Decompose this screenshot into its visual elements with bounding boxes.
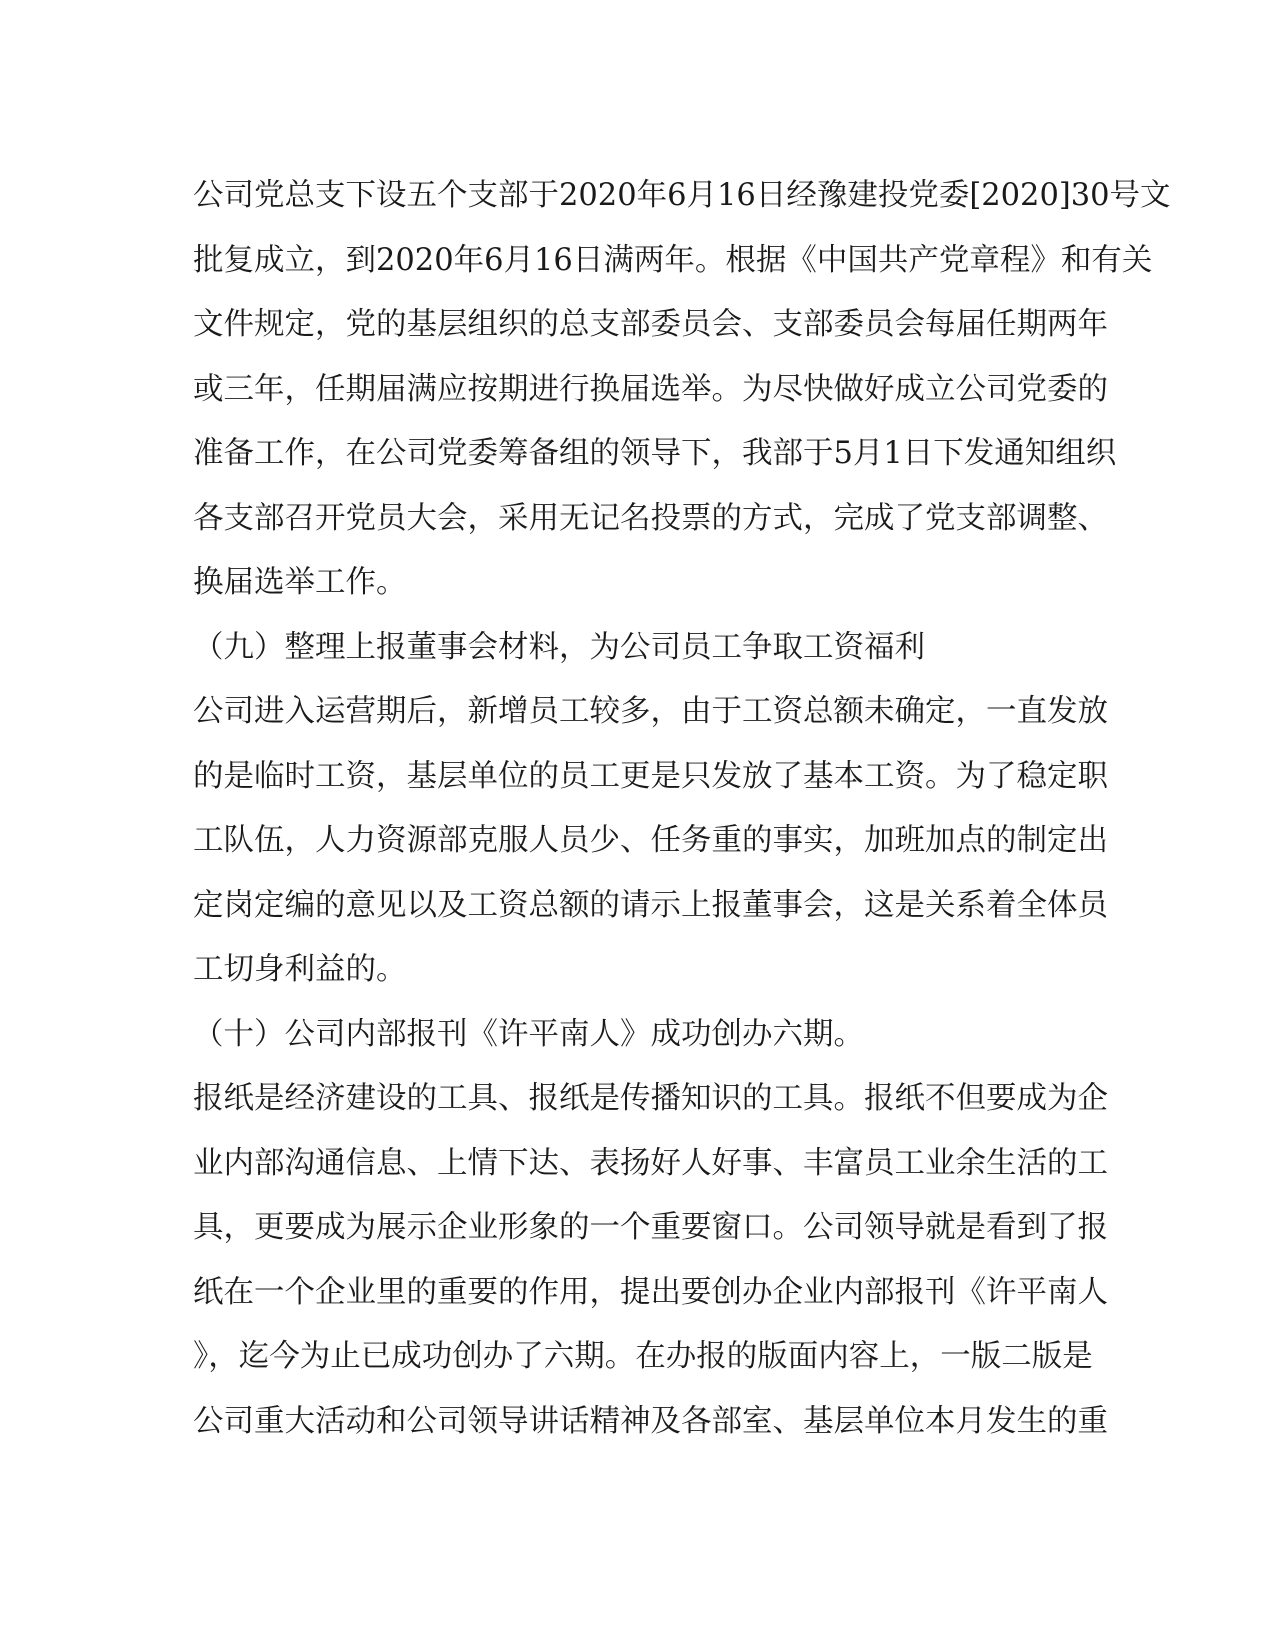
text-line: 具，更要成为展示企业形象的一个重要窗口。公司领导就是看到了报 [193,1210,1108,1245]
section-heading-9: （九）整理上报董事会材料，为公司员工争取工资福利 [193,629,925,665]
text-line: 文件规定，党的基层组织的总支部委员会、支部委员会每届任期两年 [193,307,1108,342]
section-heading-10: （十）公司内部报刊《许平南人》成功创办六期。 [193,1016,864,1052]
body-text [193,164,1171,1454]
text-line: 工切身利益的。 [193,952,407,987]
text-line: 各支部召开党员大会，采用无记名投票的方式，完成了党支部调整、 [193,500,1108,536]
text-line: 或三年，任期届满应按期进行换届选举。为尽快做好成立公司党委的 [193,371,1108,407]
text-line: 》，迄今为止已成功创办了六期。在办报的版面内容上，一版二版是 [193,1339,1093,1374]
text-line: 公司进入运营期后，新增员工较多，由于工资总额未确定，一直发放 [193,694,1108,729]
text-line: 换届选举工作。 [193,565,407,600]
text-line: 公司重大活动和公司领导讲话精神及各部室、基层单位本月发生的重 [193,1403,1108,1439]
text-line: 报纸是经济建设的工具、报纸是传播知识的工具。报纸不但要成为企 [193,1081,1108,1116]
text-line: 批复成立，到2020年6月16日满两年。根据《中国共产党章程》和有关 [193,242,1153,278]
text-line: 的是临时工资，基层单位的员工更是只发放了基本工资。为了稳定职 [193,758,1108,794]
text-line: 定岗定编的意见以及工资总额的请示上报董事会，这是关系着全体员 [193,887,1108,923]
text-line: 准备工作，在公司党委筹备组的领导下，我部于5月1日下发通知组织 [193,436,1117,471]
text-line: 纸在一个企业里的重要的作用，提出要创办企业内部报刊《许平南人 [193,1274,1108,1310]
text-line: 公司党总支下设五个支部于2020年6月16日经豫建投党委[2020]30号文 [193,178,1171,213]
text-line: 业内部沟通信息、上情下达、表扬好人好事、丰富员工业余生活的工 [193,1145,1108,1181]
text-line: 工队伍，人力资源部克服人员少、任务重的事实，加班加点的制定出 [193,823,1108,858]
